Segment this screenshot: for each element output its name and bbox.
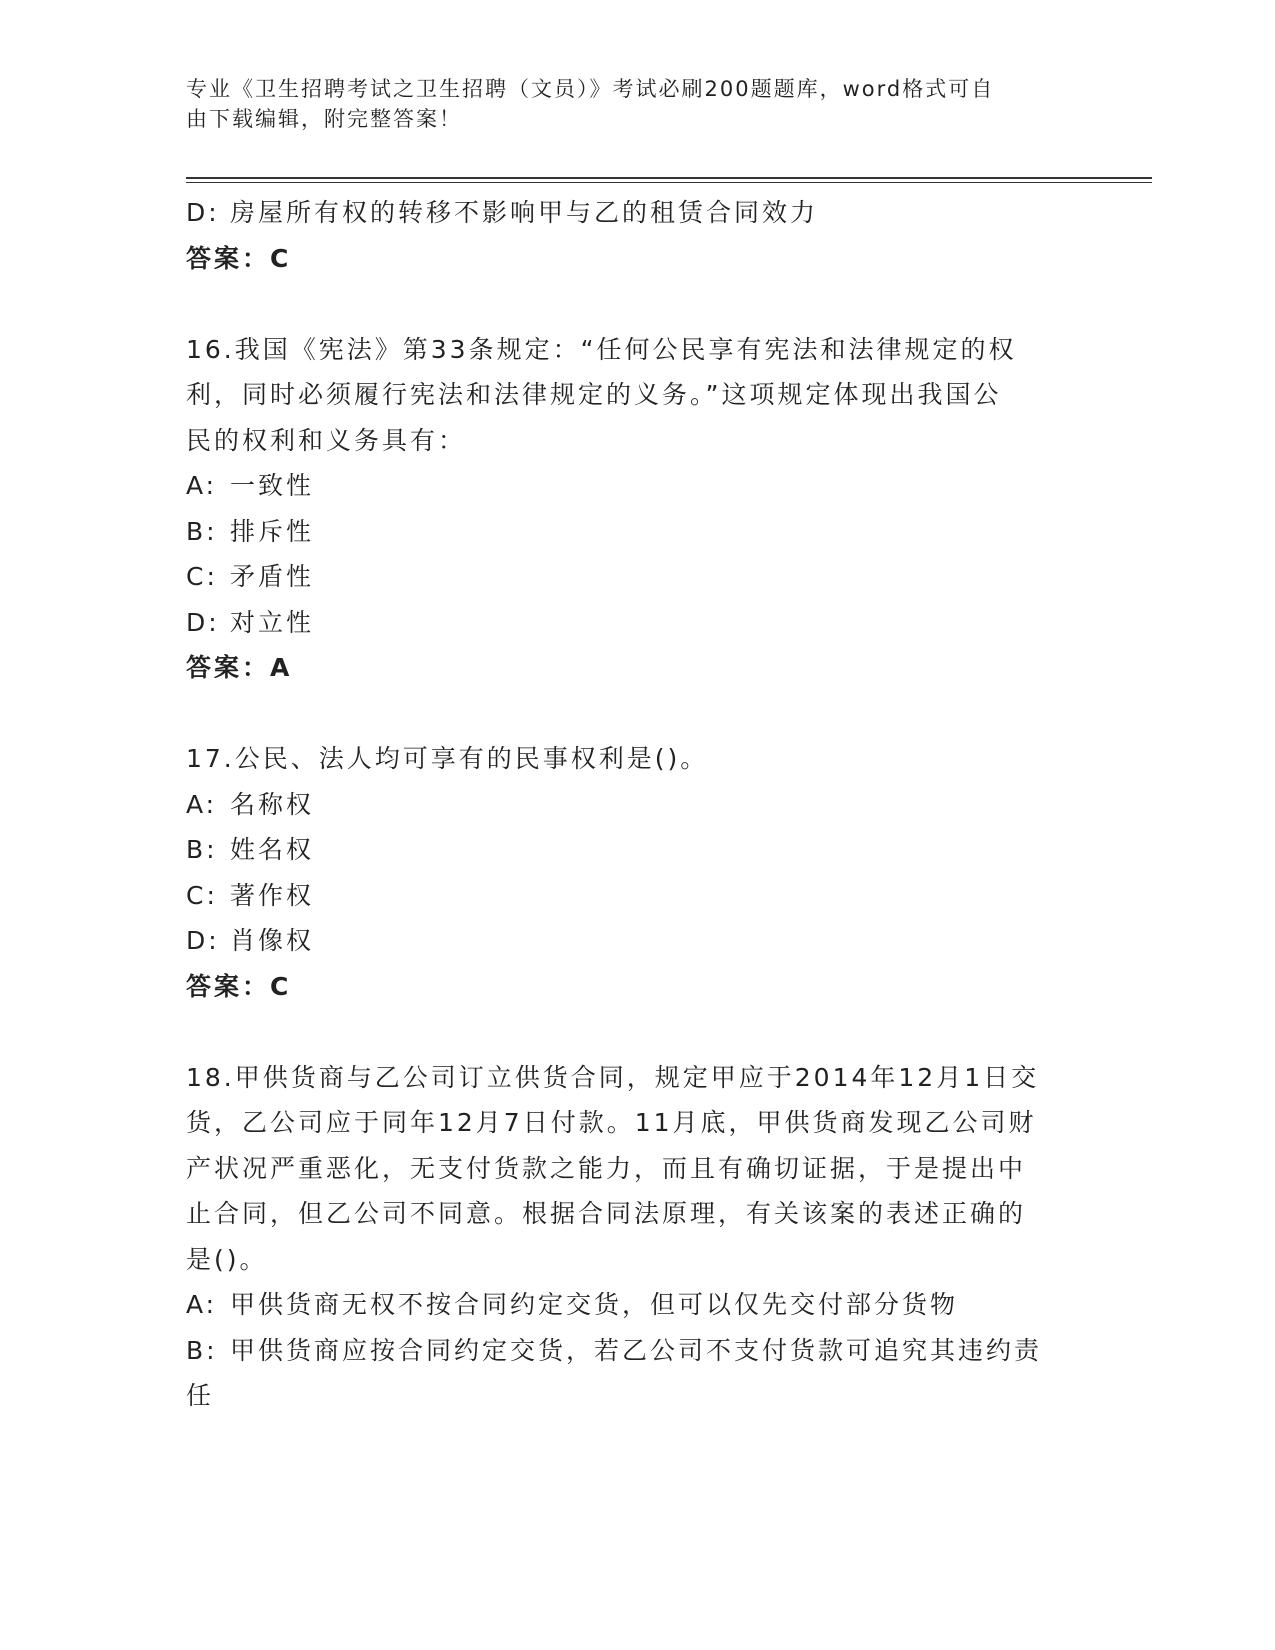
question-16-option-d: [186, 600, 1086, 646]
option-letter: D:: [186, 198, 220, 227]
option-letter: C:: [186, 880, 218, 910]
option-text: 对立性: [230, 607, 315, 637]
option-text: 著作权: [230, 880, 315, 910]
question-18-option-a: [186, 1282, 1086, 1328]
answer-line: 答案：C: [186, 243, 292, 273]
header-line-2: 由下载编辑，附完整答案！: [186, 107, 462, 131]
question-18-option-b-continued: 任: [186, 1381, 215, 1410]
question-16-line-2: 利，同时必须履行宪法和法律规定的义务。”这项规定体现出我国公: [186, 380, 1002, 409]
question-18-line-3: 产状况严重恶化，无支付货款之能力，而且有确切证据，于是提出中: [186, 1153, 1027, 1183]
question-16-option-b: [186, 509, 1086, 555]
header-line-1: 专业《卫生招聘考试之卫生招聘（文员）》考试必刷200题题库，word格式可自: [186, 77, 995, 101]
question-16-answer: 答案：A: [186, 653, 293, 682]
option-letter: B:: [186, 835, 218, 864]
question-16-line-1: 16.我国《宪法》第33条规定：“任何公民享有宪法和法律规定的权: [186, 334, 1017, 364]
option-text: 甲供货商应按合同约定交货，若乙公司不支付货款可追究其违约责: [230, 1335, 1043, 1365]
option-text: 一致性: [230, 471, 315, 500]
question-18-option-b: [186, 1328, 1086, 1374]
question-17-option-c: [186, 873, 1086, 919]
option-text: 肖像权: [230, 926, 315, 955]
spacer: [186, 1009, 1086, 1055]
option-text: 房屋所有权的转移不影响甲与乙的租赁合同效力: [230, 198, 819, 227]
option-letter: C:: [186, 562, 218, 591]
question-18-line-2: 货，乙公司应于同年12月7日付款。11月底，甲供货商发现乙公司财: [186, 1108, 1037, 1137]
question-18-line-4: 止合同，但乙公司不同意。根据合同法原理，有关该案的表述正确的: [186, 1199, 1027, 1228]
question-16-option-c: [186, 554, 1086, 600]
option-text: 矛盾性: [230, 562, 315, 591]
spacer: [186, 691, 1086, 737]
question-16-option-a: [186, 463, 1086, 509]
option-d: [186, 190, 1086, 236]
question-16-line-3: 民的权利和义务具有：: [186, 425, 467, 455]
option-letter: B:: [186, 516, 218, 546]
header-rule-thin: [186, 182, 1152, 183]
document-content: [186, 190, 1086, 1419]
option-letter: D:: [186, 607, 220, 637]
header-rule-thick: [186, 177, 1152, 179]
question-17-option-d: [186, 918, 1086, 964]
spacer: [186, 281, 1086, 327]
option-text: 甲供货商无权不按合同约定交货，但可以仅先交付部分货物: [230, 1290, 959, 1319]
option-text: 姓名权: [230, 835, 315, 864]
option-letter: A:: [186, 471, 218, 500]
question-17-option-b: [186, 827, 1086, 873]
option-letter: A:: [186, 1290, 218, 1319]
option-text: 名称权: [230, 789, 315, 819]
question-17-line-1: 17.公民、法人均可享有的民事权利是()。: [186, 744, 709, 773]
option-letter: D:: [186, 926, 220, 955]
page-header: [186, 74, 1066, 134]
option-text: 排斥性: [230, 516, 315, 546]
question-17-answer: 答案：C: [186, 971, 292, 1001]
question-18-line-1: 18.甲供货商与乙公司订立供货合同，规定甲应于2014年12月1日交: [186, 1062, 1040, 1092]
question-17-option-a: [186, 782, 1086, 828]
question-18-line-5: 是()。: [186, 1244, 268, 1274]
option-letter: A:: [186, 789, 218, 819]
option-letter: B:: [186, 1335, 218, 1365]
